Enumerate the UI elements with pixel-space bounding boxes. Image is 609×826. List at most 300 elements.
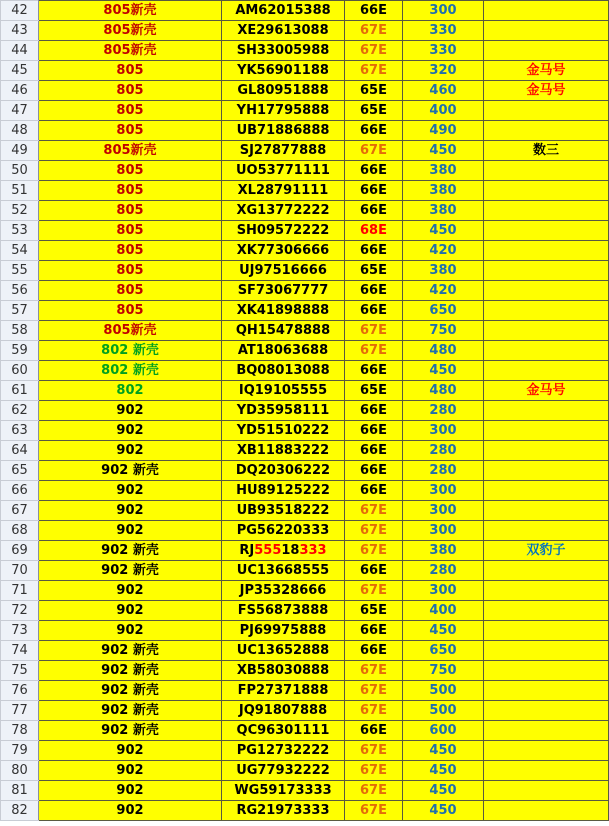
row-number-header[interactable]: 48 xyxy=(1,121,39,141)
table-row xyxy=(1,781,609,801)
row-number-header[interactable]: 79 xyxy=(1,741,39,761)
row-number-header[interactable]: 45 xyxy=(1,61,39,81)
spec-cell[interactable]: 67E xyxy=(345,661,403,681)
row-number-header[interactable]: 47 xyxy=(1,101,39,121)
spec-cell[interactable]: 65E xyxy=(345,101,403,121)
plate-number-cell[interactable] xyxy=(222,181,345,201)
row-number-header[interactable]: 66 xyxy=(1,481,39,501)
spec-cell[interactable]: 66E xyxy=(345,281,403,301)
model-cell[interactable]: 805 xyxy=(39,121,222,141)
plate-number-cell[interactable] xyxy=(222,801,345,821)
plate-number-cell[interactable] xyxy=(222,581,345,601)
model-cell[interactable]: 805 xyxy=(39,61,222,81)
price-cell[interactable]: 330 xyxy=(403,21,484,41)
plate-number-cell[interactable] xyxy=(222,541,345,561)
price-cell[interactable]: 280 xyxy=(403,441,484,461)
model-cell[interactable]: 805 xyxy=(39,301,222,321)
price-cell[interactable]: 420 xyxy=(403,281,484,301)
plate-number-cell[interactable] xyxy=(222,441,345,461)
model-cell[interactable]: 805新壳 xyxy=(39,1,222,21)
row-number-header[interactable]: 46 xyxy=(1,81,39,101)
plate-number-cell[interactable] xyxy=(222,401,345,421)
model-cell[interactable]: 805新壳 xyxy=(39,21,222,41)
spec-cell[interactable]: 65E xyxy=(345,381,403,401)
spec-cell[interactable]: 66E xyxy=(345,121,403,141)
model-cell[interactable]: 805 xyxy=(39,161,222,181)
spec-cell[interactable]: 67E xyxy=(345,701,403,721)
spec-cell[interactable]: 66E xyxy=(345,461,403,481)
model-cell[interactable]: 805 xyxy=(39,81,222,101)
row-number-header[interactable]: 43 xyxy=(1,21,39,41)
plate-number-segment: WG59173333 xyxy=(234,782,332,798)
row-number-header[interactable]: 77 xyxy=(1,701,39,721)
row-number-header[interactable]: 74 xyxy=(1,641,39,661)
spec-cell[interactable]: 65E xyxy=(345,81,403,101)
note-cell[interactable] xyxy=(484,581,609,601)
note-cell[interactable] xyxy=(484,561,609,581)
note-cell[interactable] xyxy=(484,361,609,381)
note-cell[interactable]: 金马号 xyxy=(484,61,609,81)
table-row xyxy=(1,301,609,321)
model-cell[interactable]: 902 xyxy=(39,621,222,641)
plate-number-cell[interactable] xyxy=(222,221,345,241)
plate-number-segment: RJ xyxy=(239,542,255,558)
row-number-header[interactable]: 54 xyxy=(1,241,39,261)
price-cell[interactable]: 480 xyxy=(403,341,484,361)
plate-number-cell[interactable] xyxy=(222,661,345,681)
model-cell[interactable]: 902 新壳 xyxy=(39,541,222,561)
plate-number-segment: 333 xyxy=(299,542,327,558)
plate-number-cell[interactable] xyxy=(222,681,345,701)
row-number-header[interactable]: 76 xyxy=(1,681,39,701)
price-cell[interactable]: 750 xyxy=(403,661,484,681)
table-row xyxy=(1,521,609,541)
table-row xyxy=(1,661,609,681)
note-cell[interactable] xyxy=(484,301,609,321)
plate-number-cell[interactable] xyxy=(222,641,345,661)
plate-number-segment: UB71886888 xyxy=(236,122,330,138)
spec-cell[interactable]: 67E xyxy=(345,741,403,761)
note-cell[interactable] xyxy=(484,401,609,421)
plate-number-segment: YD35958111 xyxy=(236,402,330,418)
spec-cell[interactable]: 67E xyxy=(345,501,403,521)
row-number-header[interactable]: 63 xyxy=(1,421,39,441)
spec-cell[interactable]: 67E xyxy=(345,681,403,701)
row-number-header[interactable]: 50 xyxy=(1,161,39,181)
table-row xyxy=(1,501,609,521)
price-cell[interactable]: 460 xyxy=(403,81,484,101)
price-cell[interactable]: 450 xyxy=(403,221,484,241)
price-cell[interactable]: 420 xyxy=(403,241,484,261)
price-cell[interactable]: 450 xyxy=(403,781,484,801)
row-number-header[interactable]: 73 xyxy=(1,621,39,641)
price-cell[interactable]: 400 xyxy=(403,601,484,621)
spec-cell[interactable]: 66E xyxy=(345,621,403,641)
note-cell[interactable] xyxy=(484,801,609,821)
model-cell[interactable]: 902 新壳 xyxy=(39,461,222,481)
note-cell[interactable] xyxy=(484,341,609,361)
plate-number-cell[interactable] xyxy=(222,761,345,781)
note-cell[interactable] xyxy=(484,161,609,181)
note-cell[interactable] xyxy=(484,121,609,141)
plate-number-cell[interactable] xyxy=(222,701,345,721)
plate-number-cell[interactable] xyxy=(222,41,345,61)
plate-number-segment: FP27371888 xyxy=(237,682,329,698)
plate-number-segment: PG56220333 xyxy=(236,522,330,538)
price-cell[interactable]: 500 xyxy=(403,681,484,701)
table-row xyxy=(1,481,609,501)
spec-cell[interactable]: 67E xyxy=(345,341,403,361)
table-row xyxy=(1,701,609,721)
spec-cell[interactable]: 66E xyxy=(345,481,403,501)
plate-number-cell[interactable] xyxy=(222,421,345,441)
model-cell[interactable]: 902 新壳 xyxy=(39,561,222,581)
plate-number-segment: SJ27877888 xyxy=(239,142,327,158)
table-row xyxy=(1,341,609,361)
table-row xyxy=(1,801,609,821)
plate-number-cell[interactable] xyxy=(222,321,345,341)
spec-cell[interactable]: 66E xyxy=(345,201,403,221)
spec-cell[interactable]: 67E xyxy=(345,781,403,801)
plate-number-cell[interactable] xyxy=(222,601,345,621)
price-cell[interactable]: 280 xyxy=(403,561,484,581)
plate-number-cell[interactable] xyxy=(222,241,345,261)
plate-number-cell[interactable] xyxy=(222,81,345,101)
row-number-header[interactable]: 49 xyxy=(1,141,39,161)
row-number-header[interactable]: 69 xyxy=(1,541,39,561)
model-cell[interactable]: 805 xyxy=(39,261,222,281)
row-number-header[interactable]: 67 xyxy=(1,501,39,521)
sheet-body xyxy=(1,1,609,821)
row-number-header[interactable]: 51 xyxy=(1,181,39,201)
plate-number-segment: SH09572222 xyxy=(236,222,330,238)
plate-number-cell[interactable] xyxy=(222,381,345,401)
plate-number-cell[interactable] xyxy=(222,341,345,361)
table-row xyxy=(1,581,609,601)
note-cell[interactable] xyxy=(484,481,609,501)
model-cell[interactable]: 805 xyxy=(39,281,222,301)
price-cell[interactable]: 450 xyxy=(403,141,484,161)
table-row xyxy=(1,241,609,261)
price-cell[interactable]: 280 xyxy=(403,401,484,421)
plate-number-segment: 555 xyxy=(254,542,282,558)
note-cell[interactable] xyxy=(484,781,609,801)
price-cell[interactable]: 280 xyxy=(403,461,484,481)
plate-number-segment: BQ08013088 xyxy=(236,362,330,378)
plate-number-segment: DQ20306222 xyxy=(235,462,331,478)
spec-cell[interactable]: 67E xyxy=(345,761,403,781)
price-cell[interactable]: 650 xyxy=(403,641,484,661)
price-cell[interactable]: 650 xyxy=(403,301,484,321)
plate-number-cell[interactable] xyxy=(222,281,345,301)
price-cell[interactable]: 300 xyxy=(403,501,484,521)
spec-cell[interactable]: 67E xyxy=(345,321,403,341)
note-cell[interactable] xyxy=(484,761,609,781)
model-cell[interactable]: 902 xyxy=(39,741,222,761)
price-cell[interactable]: 750 xyxy=(403,321,484,341)
model-cell[interactable]: 902 新壳 xyxy=(39,721,222,741)
plate-number-segment: HU89125222 xyxy=(236,482,330,498)
note-cell[interactable] xyxy=(484,1,609,21)
note-cell[interactable] xyxy=(484,501,609,521)
model-cell[interactable]: 902 xyxy=(39,781,222,801)
plate-number-segment: PG12732222 xyxy=(236,742,330,758)
table-row xyxy=(1,621,609,641)
price-cell[interactable]: 450 xyxy=(403,741,484,761)
model-cell[interactable]: 902 xyxy=(39,761,222,781)
note-cell[interactable] xyxy=(484,441,609,461)
note-cell[interactable] xyxy=(484,181,609,201)
table-row xyxy=(1,421,609,441)
row-number-header[interactable]: 58 xyxy=(1,321,39,341)
row-number-header[interactable]: 52 xyxy=(1,201,39,221)
plate-number-cell[interactable] xyxy=(222,521,345,541)
table-row xyxy=(1,221,609,241)
plate-number-cell[interactable] xyxy=(222,61,345,81)
row-number-header[interactable]: 72 xyxy=(1,601,39,621)
model-cell[interactable]: 802 xyxy=(39,381,222,401)
note-cell[interactable] xyxy=(484,41,609,61)
plate-number-cell[interactable] xyxy=(222,21,345,41)
spec-cell[interactable]: 67E xyxy=(345,41,403,61)
plate-number-segment: UC13668555 xyxy=(236,562,330,578)
note-cell[interactable] xyxy=(484,421,609,441)
spec-cell[interactable]: 66E xyxy=(345,401,403,421)
spec-cell[interactable]: 66E xyxy=(345,421,403,441)
spec-cell[interactable]: 66E xyxy=(345,241,403,261)
plate-number-segment: XK41898888 xyxy=(236,302,330,318)
plate-number-cell[interactable] xyxy=(222,121,345,141)
table-row xyxy=(1,161,609,181)
note-cell[interactable]: 双豹子 xyxy=(484,541,609,561)
row-number-header[interactable]: 42 xyxy=(1,1,39,21)
note-cell[interactable] xyxy=(484,461,609,481)
price-cell[interactable]: 400 xyxy=(403,101,484,121)
plate-number-cell[interactable] xyxy=(222,461,345,481)
note-cell[interactable] xyxy=(484,201,609,221)
plate-number-cell[interactable] xyxy=(222,721,345,741)
plate-number-cell[interactable] xyxy=(222,501,345,521)
row-number-header[interactable]: 55 xyxy=(1,261,39,281)
note-cell[interactable] xyxy=(484,281,609,301)
table-row xyxy=(1,541,609,561)
row-number-header[interactable]: 70 xyxy=(1,561,39,581)
spec-cell[interactable]: 65E xyxy=(345,601,403,621)
spec-cell[interactable]: 66E xyxy=(345,181,403,201)
table-row xyxy=(1,121,609,141)
spec-cell[interactable]: 67E xyxy=(345,141,403,161)
plate-number-segment: XB58030888 xyxy=(236,662,330,678)
plate-number-segment: RG21973333 xyxy=(236,802,330,818)
model-cell[interactable]: 805 xyxy=(39,241,222,261)
table-row xyxy=(1,641,609,661)
table-row xyxy=(1,141,609,161)
model-cell[interactable]: 805新壳 xyxy=(39,141,222,161)
plate-number-cell[interactable] xyxy=(222,141,345,161)
price-cell[interactable]: 380 xyxy=(403,201,484,221)
spec-cell[interactable]: 67E xyxy=(345,521,403,541)
note-cell[interactable] xyxy=(484,601,609,621)
price-cell[interactable]: 600 xyxy=(403,721,484,741)
spec-cell[interactable]: 66E xyxy=(345,441,403,461)
price-cell[interactable]: 450 xyxy=(403,621,484,641)
spec-cell[interactable]: 66E xyxy=(345,301,403,321)
row-number-header[interactable]: 81 xyxy=(1,781,39,801)
plate-number-segment: YH17795888 xyxy=(236,102,330,118)
price-cell[interactable]: 450 xyxy=(403,801,484,821)
plate-number-cell[interactable] xyxy=(222,161,345,181)
spec-cell[interactable]: 67E xyxy=(345,61,403,81)
row-number-header[interactable]: 78 xyxy=(1,721,39,741)
price-cell[interactable]: 380 xyxy=(403,161,484,181)
spec-cell[interactable]: 66E xyxy=(345,1,403,21)
plate-number-cell[interactable] xyxy=(222,301,345,321)
table-row xyxy=(1,381,609,401)
note-cell[interactable] xyxy=(484,101,609,121)
row-number-header[interactable]: 68 xyxy=(1,521,39,541)
spec-cell[interactable]: 66E xyxy=(345,721,403,741)
price-cell[interactable]: 300 xyxy=(403,521,484,541)
price-cell[interactable]: 380 xyxy=(403,261,484,281)
row-number-header[interactable]: 65 xyxy=(1,461,39,481)
price-cell[interactable]: 300 xyxy=(403,481,484,501)
note-cell[interactable] xyxy=(484,261,609,281)
model-cell[interactable]: 805 xyxy=(39,221,222,241)
row-number-header[interactable]: 80 xyxy=(1,761,39,781)
plate-number-cell[interactable] xyxy=(222,1,345,21)
table-row xyxy=(1,1,609,21)
model-cell[interactable]: 902 xyxy=(39,601,222,621)
model-cell[interactable]: 902 新壳 xyxy=(39,681,222,701)
price-cell[interactable]: 300 xyxy=(403,421,484,441)
model-cell[interactable]: 902 xyxy=(39,441,222,461)
note-cell[interactable] xyxy=(484,681,609,701)
spec-cell[interactable]: 67E xyxy=(345,801,403,821)
note-cell[interactable]: 数三 xyxy=(484,141,609,161)
plate-number-cell[interactable] xyxy=(222,361,345,381)
plate-number-cell[interactable] xyxy=(222,201,345,221)
note-cell[interactable] xyxy=(484,241,609,261)
note-cell[interactable] xyxy=(484,221,609,241)
plate-number-cell[interactable] xyxy=(222,481,345,501)
spec-cell[interactable]: 66E xyxy=(345,161,403,181)
model-cell[interactable]: 805 xyxy=(39,101,222,121)
row-number-header[interactable]: 62 xyxy=(1,401,39,421)
row-number-header[interactable]: 56 xyxy=(1,281,39,301)
price-cell[interactable]: 450 xyxy=(403,761,484,781)
spec-cell[interactable]: 68E xyxy=(345,221,403,241)
spec-cell[interactable]: 66E xyxy=(345,641,403,661)
note-cell[interactable] xyxy=(484,321,609,341)
note-cell[interactable] xyxy=(484,641,609,661)
plate-number-segment: IQ19105555 xyxy=(238,382,328,398)
model-cell[interactable]: 902 xyxy=(39,801,222,821)
spec-cell[interactable]: 66E xyxy=(345,361,403,381)
plate-number-cell[interactable] xyxy=(222,781,345,801)
row-number-header[interactable]: 64 xyxy=(1,441,39,461)
plate-number-segment: UC13652888 xyxy=(236,642,330,658)
price-cell[interactable]: 500 xyxy=(403,701,484,721)
plate-number-segment: UG77932222 xyxy=(236,762,330,778)
price-cell[interactable]: 450 xyxy=(403,361,484,381)
table-row xyxy=(1,101,609,121)
spec-cell[interactable]: 67E xyxy=(345,21,403,41)
plate-number-cell[interactable] xyxy=(222,621,345,641)
price-cell[interactable]: 300 xyxy=(403,581,484,601)
price-cell[interactable]: 330 xyxy=(403,41,484,61)
plate-number-segment: XB11883222 xyxy=(236,442,330,458)
spec-cell[interactable]: 65E xyxy=(345,261,403,281)
model-cell[interactable]: 802 新壳 xyxy=(39,361,222,381)
plate-number-segment: UJ97516666 xyxy=(239,262,327,278)
model-cell[interactable]: 902 xyxy=(39,421,222,441)
price-cell[interactable]: 320 xyxy=(403,61,484,81)
row-number-header[interactable]: 75 xyxy=(1,661,39,681)
model-cell[interactable]: 902 新壳 xyxy=(39,641,222,661)
note-cell[interactable] xyxy=(484,701,609,721)
note-cell[interactable]: 金马号 xyxy=(484,81,609,101)
note-cell[interactable] xyxy=(484,741,609,761)
model-cell[interactable]: 805新壳 xyxy=(39,41,222,61)
note-cell[interactable] xyxy=(484,521,609,541)
plate-number-cell[interactable] xyxy=(222,561,345,581)
price-cell[interactable]: 300 xyxy=(403,1,484,21)
note-cell[interactable] xyxy=(484,21,609,41)
row-number-header[interactable]: 82 xyxy=(1,801,39,821)
note-cell[interactable] xyxy=(484,661,609,681)
plate-number-cell[interactable] xyxy=(222,101,345,121)
note-cell[interactable] xyxy=(484,621,609,641)
spec-cell[interactable]: 66E xyxy=(345,561,403,581)
row-number-header[interactable]: 59 xyxy=(1,341,39,361)
table-row xyxy=(1,561,609,581)
row-number-header[interactable]: 57 xyxy=(1,301,39,321)
price-cell[interactable]: 380 xyxy=(403,541,484,561)
model-cell[interactable]: 902 xyxy=(39,401,222,421)
table-row xyxy=(1,681,609,701)
table-row xyxy=(1,741,609,761)
plate-number-cell[interactable] xyxy=(222,741,345,761)
model-cell[interactable]: 902 xyxy=(39,521,222,541)
row-number-header[interactable]: 53 xyxy=(1,221,39,241)
model-cell[interactable]: 805 xyxy=(39,181,222,201)
model-cell[interactable]: 902 xyxy=(39,481,222,501)
model-cell[interactable]: 902 xyxy=(39,581,222,601)
note-cell[interactable]: 金马号 xyxy=(484,381,609,401)
spec-cell[interactable]: 67E xyxy=(345,541,403,561)
model-cell[interactable]: 805新壳 xyxy=(39,321,222,341)
model-cell[interactable]: 802 新壳 xyxy=(39,341,222,361)
row-number-header[interactable]: 44 xyxy=(1,41,39,61)
model-cell[interactable]: 902 xyxy=(39,501,222,521)
model-cell[interactable]: 805 xyxy=(39,201,222,221)
model-cell[interactable]: 902 新壳 xyxy=(39,701,222,721)
row-number-header[interactable]: 60 xyxy=(1,361,39,381)
plate-number-cell[interactable] xyxy=(222,261,345,281)
note-cell[interactable] xyxy=(484,721,609,741)
row-number-header[interactable]: 61 xyxy=(1,381,39,401)
row-number-header[interactable]: 71 xyxy=(1,581,39,601)
spec-cell[interactable]: 67E xyxy=(345,581,403,601)
plate-number-segment: GL80951888 xyxy=(237,82,329,98)
model-cell[interactable]: 902 新壳 xyxy=(39,661,222,681)
plate-number-segment: XL28791111 xyxy=(237,182,329,198)
price-cell[interactable]: 480 xyxy=(403,381,484,401)
price-cell[interactable]: 490 xyxy=(403,121,484,141)
plate-number-segment: SH33005988 xyxy=(236,42,330,58)
plate-number-segment: 18 xyxy=(281,542,300,558)
price-cell[interactable]: 380 xyxy=(403,181,484,201)
